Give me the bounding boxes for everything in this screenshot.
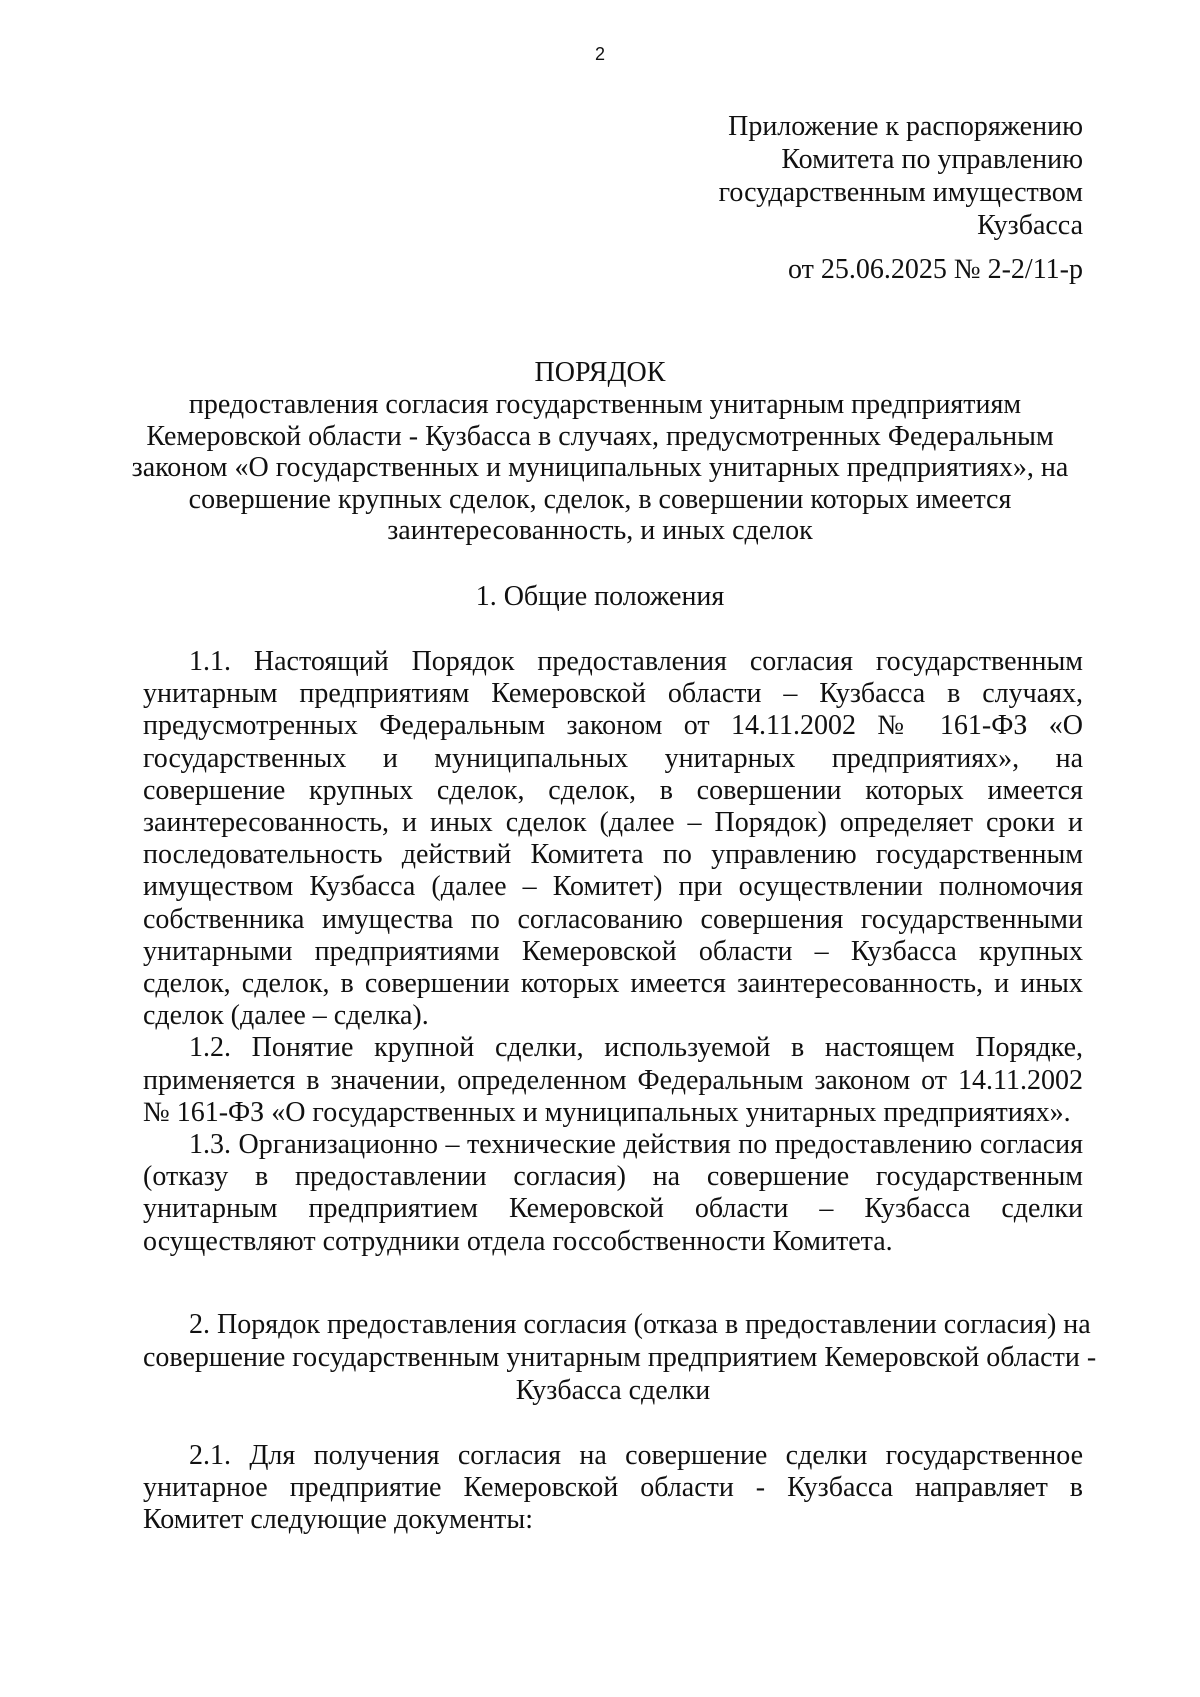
section-1-heading: 1. Общие положения (475, 581, 725, 612)
paragraph-1-1: 1.1. Настоящий Порядок предоставления согласия государственным унитарным предприятиям Кемеровской области – Кузбасса в случаях, предусмотренных Федеральным законом от 14.11.2002 № 161-ФЗ «О государственных и муниципальных унитарных предприятиях», на совершение крупных сделок, сделок, в совершении которых имеется заинтересованность, и иных сделок (далее – Порядок) определяет сроки и последовательность действий Комитета по управлению государственным имуществом Кузбасса (далее – Комитет) при осуществлении полномочия собственника имущества по согласованию совершения государственными унитарными предприятиями Кемеровской области – Кузбасса крупных сделок, сделок, в совершении которых имеется заинтересованность, и иных сделок (далее – сделка). (143, 646, 1083, 1032)
appendix-line: Приложение к распоряжению (728, 111, 1083, 142)
section-1-body (143, 646, 1083, 1258)
subtitle-line: заинтересованность, и иных сделок (387, 515, 813, 546)
subtitle-line: предоставления согласия государственным унитарным предприятиям (188, 389, 1022, 420)
section-2-heading-line: 2. Порядок предоставления согласия (отказа в предоставлении согласия) на (189, 1309, 1091, 1340)
document-title: ПОРЯДОК (534, 357, 666, 388)
section-2-heading-line: совершение государственным унитарным предприятием Кемеровской области - (143, 1342, 1097, 1373)
appendix-line: Комитета по управлению (781, 144, 1083, 175)
document-subtitle (0, 389, 1200, 547)
paragraph-1-2: 1.2. Понятие крупной сделки, используемой в настоящем Порядке, применяется в значении, определенном Федеральным законом от 14.11.2002 № 161-ФЗ «О государственных и муниципальных унитарных предприятиях». (143, 1032, 1083, 1128)
appendix-line: государственным имуществом (718, 177, 1083, 208)
page-number: 2 (594, 44, 605, 64)
subtitle-line: совершение крупных сделок, сделок, в совершении которых имеется (188, 483, 1012, 515)
appendix-date-line: от 25.06.2025 № 2-2/11-р (788, 254, 1083, 285)
section-2-heading-line: Кузбасса сделки (515, 1375, 711, 1406)
subtitle-line: Кемеровской области - Кузбасса в случаях, предусмотренных Федеральным (146, 420, 1054, 452)
appendix-line: Кузбасса (977, 210, 1083, 241)
subtitle-line: законом «О государственных и муниципальных унитарных предприятиях», на (131, 452, 1069, 483)
section-2-body (143, 1440, 1083, 1537)
paragraph-1-3: 1.3. Организационно – технические действия по предоставлению согласия (отказу в предоставлении согласия) на совершение государственным унитарным предприятием Кемеровской области – Кузбасса сделки осуществляют сотрудники отдела госсобственности Комитета. (143, 1129, 1083, 1257)
paragraph-2-1: 2.1. Для получения согласия на совершение сделки государственное унитарное предприятие Кемеровской области - Кузбасса направляет в Комитет следующие документы: (143, 1440, 1083, 1536)
appendix-block (719, 110, 1083, 286)
section-2-heading (143, 1308, 1097, 1407)
